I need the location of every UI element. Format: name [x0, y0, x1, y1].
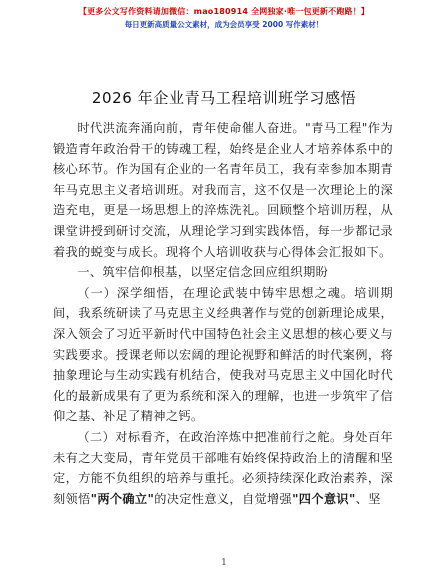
promo-banner — [0, 6, 448, 31]
paragraph-2-emphasis-2: "四个意识" — [292, 491, 356, 506]
promo-banner-line1: 【更多公文写作资料请加微信：mao180914 全网独家·唯一包更新不跑路！】 — [78, 7, 370, 16]
paragraph-2-emphasis-1: "两个确立" — [90, 491, 155, 506]
document-body — [53, 118, 393, 509]
subsection-paragraph-1: （一）深学细悟，在理论武装中铸牢思想之魂。培训期间，我系统研读了马克思主义经典著作与党的创新理论成果，深入领会了习近平新时代中国特色社会主义思想的核心要义与实践要求。授课老师以宏阔的理论视野和鲜活的时代案例，将抽象理论与生动实践有机结合，使我对马克思主义中国化时代化的最新成果有了更为系统和深入的理解，也进一步筑牢了信仰之基、补足了精神之钙。 — [53, 285, 393, 424]
subsection-paragraph-2 — [53, 427, 393, 509]
intro-paragraph: 时代洪流奔涌向前，青年使命催人奋进。"青马工程"作为锻造青年政治骨干的铸魂工程，始终是企业人才培养体系中的核心环节。作为国有企业的一名青年员工，我有幸参加本期青年马克思主义者培训班。对我而言，这不仅是一次理论上的深造充电，更是一场思想上的淬炼洗礼。回顾整个培训历程，从课堂讲授到研讨交流，从理论学习到实践体悟，每一步都记录着我的蜕变与成长。现将个人培训收获与心得体会汇报如下。 — [53, 121, 393, 259]
page-number: 1 — [221, 558, 227, 568]
section-heading-1: 一、筑牢信仰根基，以坚定信念回应组织期盼 — [77, 265, 329, 280]
promo-banner-line2: 每日更新高质量公文素材，成为会员享受 2000 写作素材！ — [124, 20, 324, 29]
paragraph-2-text-middle: 的决定性意义，自觉增强 — [154, 491, 293, 506]
paragraph-2-text-start: （二）对标看齐，在政治淬炼中把准前行之舵。身处百年未有之大变局，青年党员干部唯有始终保持政治上的清醒和坚定，方能不负组织的培养与重托。必须持续深化政治素养，深刻领悟 — [53, 429, 393, 506]
paragraph-2-text-end: 、坚 — [355, 491, 381, 506]
document-title: 2026 年企业青马工程培训班学习感悟 — [91, 89, 357, 107]
